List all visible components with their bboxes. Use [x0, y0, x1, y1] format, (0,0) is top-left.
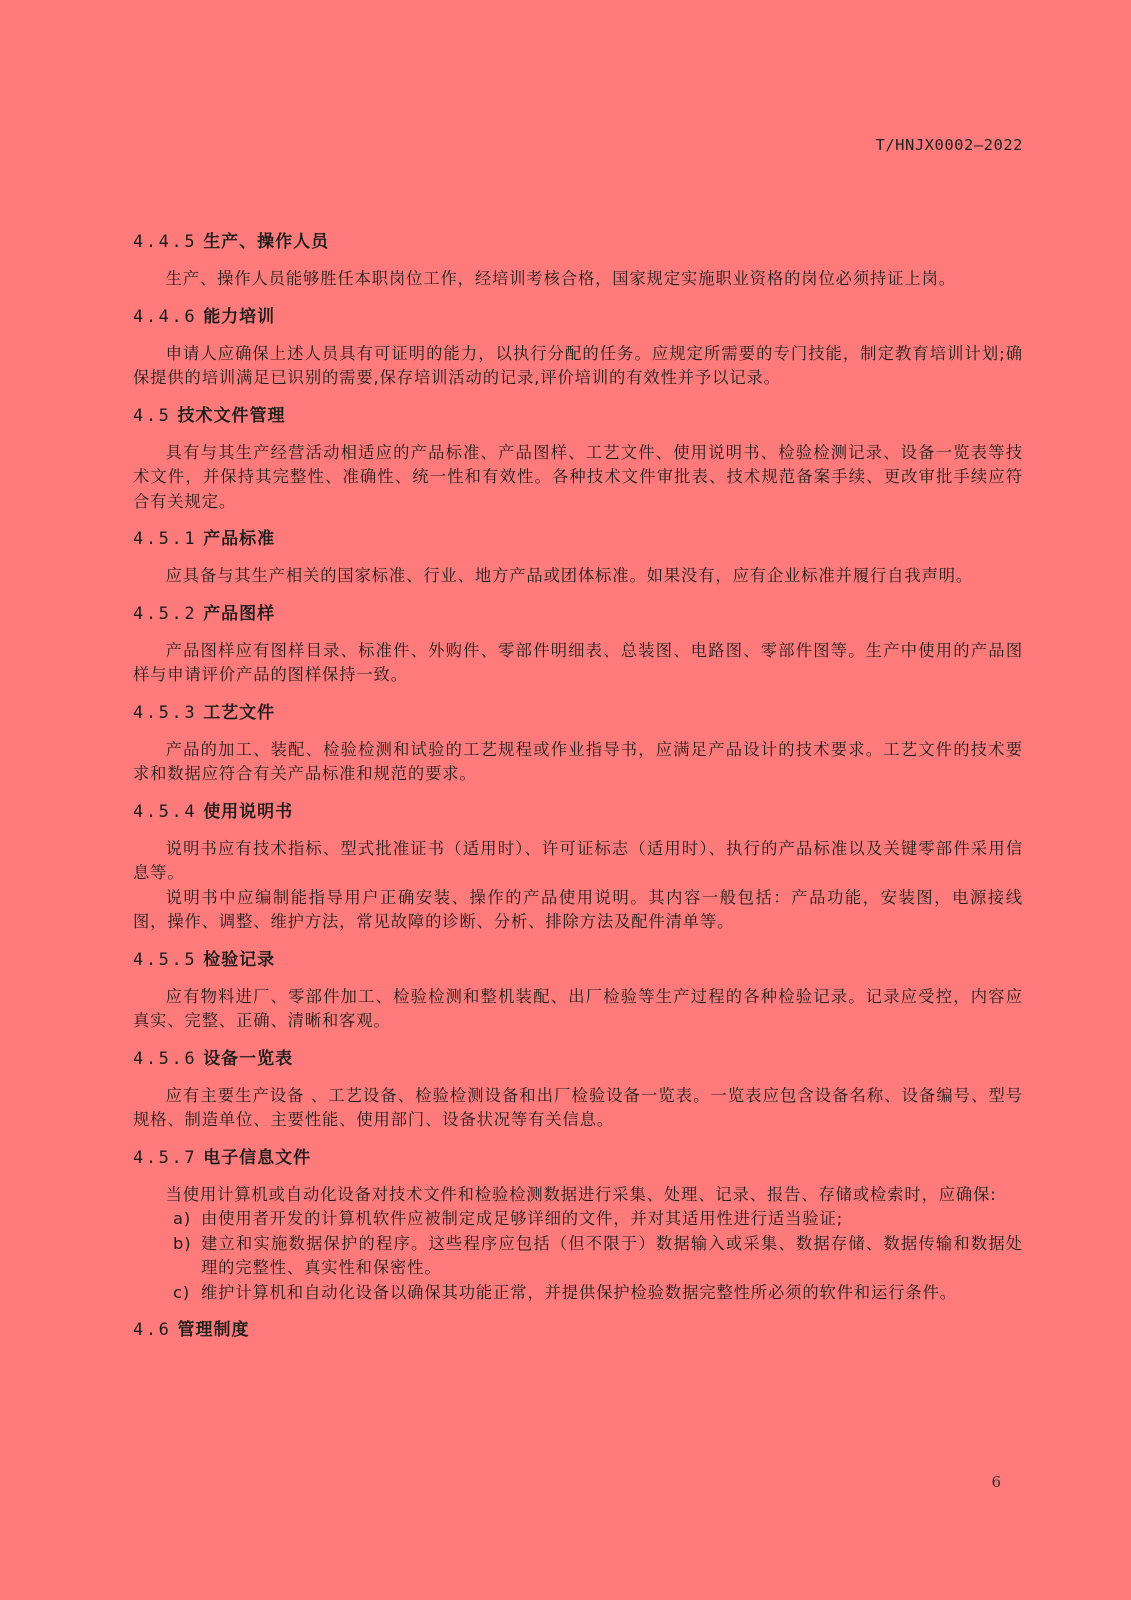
section-heading-4-4-5 — [133, 230, 1023, 254]
section-paragraph: 具有与其生产经营活动相适应的产品标准、产品图样、工艺文件、使用说明书、检验检测记录、设备一览表等技术文件，并保持其完整性、准确性、统一性和有效性。各种技术文件审批表、技术规范备案手续、更改审批手续应符合有关规定。 — [133, 442, 1023, 511]
section-number: 4.5.5 — [133, 949, 198, 970]
section-heading-4-5-6 — [133, 1047, 1023, 1071]
list-marker: a) — [173, 1209, 192, 1228]
document-body — [133, 230, 1023, 1342]
section-title: 产品图样 — [203, 603, 276, 624]
section-title: 检验记录 — [203, 949, 276, 970]
section-number: 4.5.2 — [133, 603, 198, 624]
section-number: 4.6 — [133, 1320, 172, 1340]
section-heading-4-5-2 — [133, 602, 1023, 626]
section-paragraph: 说明书应有技术指标、型式批准证书（适用时）、许可证标志（适用时）、执行的产品标准以及关键零部件采用信息等。 — [133, 838, 1023, 882]
section-paragraph: 当使用计算机或自动化设备对技术文件和检验检测数据进行采集、处理、记录、报告、存储或检索时，应确保: — [165, 1184, 997, 1204]
section-number: 4.5.7 — [133, 1147, 198, 1168]
section-title: 能力培训 — [203, 306, 276, 327]
section-heading-4-5-1 — [133, 527, 1023, 551]
section-heading-4-5 — [133, 404, 1023, 428]
section-number: 4.4.6 — [133, 306, 198, 327]
section-number: 4.4.5 — [133, 232, 198, 252]
section-title: 设备一览表 — [203, 1048, 294, 1069]
section-title: 工艺文件 — [203, 702, 276, 723]
list-item — [133, 1207, 1023, 1232]
document-code: T/HNJX0002—2022 — [875, 136, 1023, 154]
section-number: 4.5.6 — [133, 1048, 198, 1069]
section-title: 产品标准 — [203, 529, 276, 549]
section-number: 4.5 — [133, 405, 172, 426]
section-heading-4-6 — [133, 1318, 1023, 1342]
list-marker: b) — [173, 1233, 192, 1253]
section-paragraph: 应有物料进厂、零部件加工、检验检测和整机装配、出厂检验等生产过程的各种检验记录。记录应受控，内容应真实、完整、正确、清晰和客观。 — [133, 986, 1023, 1030]
section-title: 电子信息文件 — [203, 1147, 312, 1168]
section-number: 4.5.1 — [133, 529, 198, 549]
list-item — [133, 1232, 1023, 1281]
section-heading-4-4-6 — [133, 305, 1023, 329]
section-paragraph: 申请人应确保上述人员具有可证明的能力，以执行分配的任务。应规定所需要的专门技能，制定教育培训计划;确保提供的培训满足已识别的需要,保存培训活动的记录,评价培训的有效性并予以记录。 — [133, 343, 1023, 387]
list-item-text: 建立和实施数据保护的程序。这些程序应包括（但不限于）数据输入或采集、数据存储、数据传输和数据处理的完整性、真实性和保密性。 — [201, 1233, 1023, 1277]
list-item — [133, 1281, 1023, 1306]
section-title: 使用说明书 — [203, 801, 294, 822]
section-heading-4-5-4 — [133, 800, 1023, 824]
section-heading-4-5-3 — [133, 701, 1023, 725]
section-number: 4.5.4 — [133, 801, 198, 822]
section-number: 4.5.3 — [133, 702, 198, 723]
section-paragraph: 产品图样应有图样目录、标准件、外购件、零部件明细表、总装图、电路图、零部件图等。生产中使用的产品图样与申请评价产品的图样保持一致。 — [133, 640, 1023, 684]
list-item-text: 维护计算机和自动化设备以确保其功能正常，并提供保护检验数据完整性所必须的软件和运行条件。 — [201, 1282, 957, 1302]
section-paragraph: 产品的加工、装配、检验检测和试验的工艺规程或作业指导书，应满足产品设计的技术要求。工艺文件的技术要求和数据应符合有关产品标准和规范的要求。 — [133, 739, 1023, 783]
page-number: 6 — [991, 1473, 1001, 1491]
section-paragraph: 说明书中应编制能指导用户正确安装、操作的产品使用说明。其内容一般包括：产品功能，安装图，电源接线图，操作、调整、维护方法，常见故障的诊断、分析、排除方法及配件清单等。 — [133, 887, 1023, 931]
section-heading-4-5-5 — [133, 948, 1023, 972]
section-paragraph: 应有主要生产设备 、工艺设备、检验检测设备和出厂检验设备一览表。一览表应包含设备名称、设备编号、型号规格、制造单位、主要性能、使用部门、设备状况等有关信息。 — [133, 1085, 1023, 1129]
list-marker: c) — [173, 1282, 191, 1302]
section-paragraph: 应具备与其生产相关的国家标准、行业、地方产品或团体标准。如果没有，应有企业标准并履行自我声明。 — [165, 566, 974, 585]
section-title: 管理制度 — [177, 1320, 250, 1340]
section-title: 生产、操作人员 — [203, 232, 330, 252]
section-title: 技术文件管理 — [177, 405, 286, 426]
list-item-text: 由使用者开发的计算机软件应被制定成足够详细的文件，并对其适用性进行适当验证; — [201, 1209, 844, 1228]
section-paragraph: 生产、操作人员能够胜任本职岗位工作，经培训考核合格，国家规定实施职业资格的岗位必须持证上岗。 — [165, 269, 956, 288]
section-heading-4-5-7 — [133, 1146, 1023, 1170]
